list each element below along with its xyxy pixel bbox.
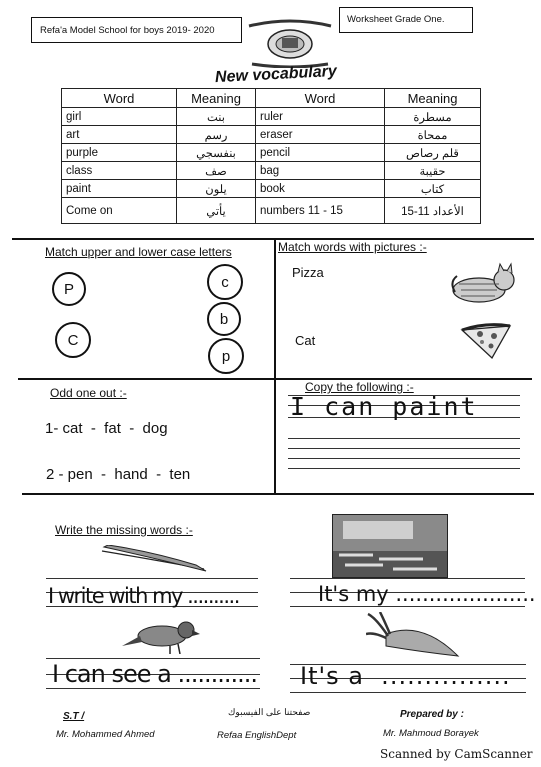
vocabulary-table [61,88,481,224]
classroom-picture [332,514,448,578]
meaning-cell: رسم [177,126,256,144]
odd-one-out-item: 1- cat - fat - dog [45,420,168,437]
header-word: Word [256,89,385,108]
divider [18,378,532,380]
header-meaning: Meaning [177,89,256,108]
carrot-picture [366,612,460,662]
writing-line [288,448,520,449]
header-meaning: Meaning [385,89,481,108]
word-pizza: Pizza [292,265,324,280]
pencil-picture [100,545,210,575]
school-logo [244,18,336,68]
table-row [62,144,481,162]
meaning-cell: بنت [177,108,256,126]
word-cell: numbers 11 - 15 [256,198,385,224]
writing-line [290,606,525,607]
facebook-label: صفحتنا على الفيسبوك [228,707,311,717]
missing-sentence: I write with my .......... [48,584,239,608]
word-cell: purple [62,144,177,162]
school-name: Refa'a Model School for boys 2019- 2020 [40,25,215,36]
pizza-picture [458,322,514,362]
writing-line [288,468,520,469]
worksheet-box [339,7,473,33]
table-row [62,198,481,224]
copy-title: Copy the following :- [305,380,414,394]
table-row [62,126,481,144]
letter-circle: p [208,338,244,374]
parrot-picture [120,612,210,654]
match-pictures-title: Match words with pictures :- [278,240,427,254]
letter-circle: b [207,302,241,336]
word-cell: eraser [256,126,385,144]
word-cat: Cat [295,333,316,348]
divider [274,238,276,493]
missing-sentence: I can see a ............ [52,660,257,688]
writing-line [46,688,260,689]
odd-one-out-title: Odd one out :- [50,386,127,400]
letter-circle: P [52,272,86,306]
writing-line [46,578,258,579]
word-cell: book [256,180,385,198]
table-row [62,162,481,180]
odd-one-out-item: 2 - pen - hand - ten [46,466,191,483]
word-cell: class [62,162,177,180]
meaning-cell: مسطرة [385,108,481,126]
match-letters-title: Match upper and lower case letters [45,245,232,259]
meaning-cell: كتاب [385,180,481,198]
school-name-box [31,17,242,43]
letter-circle: c [207,264,243,300]
st-label: S.T / [63,711,85,722]
header-word: Word [62,89,177,108]
cat-picture [449,262,519,306]
teacher-name: Mr. Mohammed Ahmed [56,729,155,740]
worksheet-label: Worksheet Grade One. [347,14,445,25]
word-cell: ruler [256,108,385,126]
writing-line [288,458,520,459]
writing-line [288,438,520,439]
preparer-name: Mr. Mahmoud Borayek [383,728,479,739]
meaning-cell: بنفسجي [177,144,256,162]
meaning-cell: يأتي [177,198,256,224]
table-header-row [62,89,481,108]
page-title: New vocabulary [214,62,338,87]
table-row [62,180,481,198]
word-cell: bag [256,162,385,180]
divider [12,238,534,240]
meaning-cell: الأعداد 11-15 [385,198,481,224]
scanner-label: Scanned by CamScanner [380,747,533,761]
writing-line [290,692,526,693]
meaning-cell: حقيبة [385,162,481,180]
missing-words-title: Write the missing words :- [55,523,193,537]
writing-line [46,658,260,659]
word-cell: pencil [256,144,385,162]
word-cell: Come on [62,198,177,224]
missing-sentence: It's my ..................... [318,582,536,606]
missing-sentence: It's a ............... [300,662,511,690]
dept-name: Refaa EnglishDept [217,730,297,741]
meaning-cell: قلم رصاص [385,144,481,162]
copy-text: I can paint [290,392,478,421]
table-row [62,108,481,126]
meaning-cell: ممحاة [385,126,481,144]
meaning-cell: يلون [177,180,256,198]
word-cell: girl [62,108,177,126]
writing-line [290,578,525,579]
meaning-cell: صف [177,162,256,180]
prepared-label: Prepared by : [400,709,464,720]
word-cell: paint [62,180,177,198]
letter-circle: C [55,322,91,358]
word-cell: art [62,126,177,144]
divider [22,493,534,495]
